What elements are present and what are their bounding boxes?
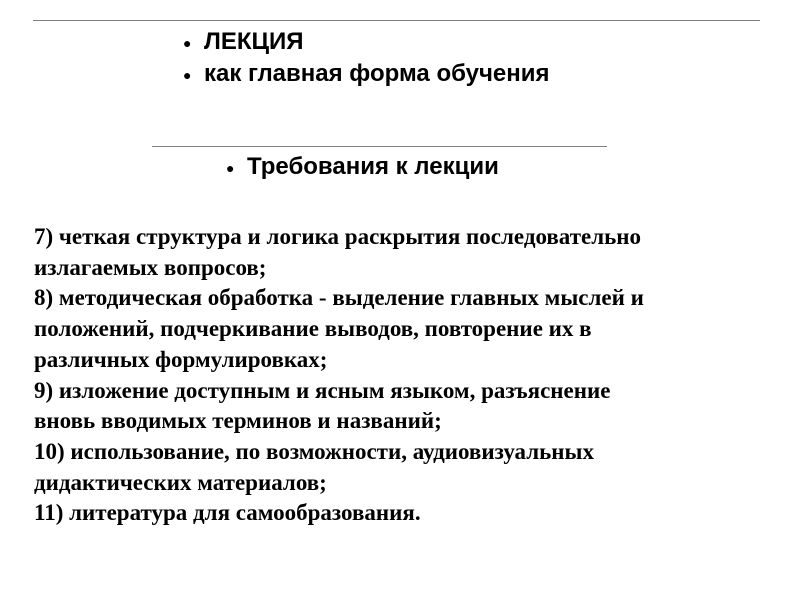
requirement-line: 11) литература для самообразования. xyxy=(34,500,421,526)
subtitle-text: как главная форма обучения xyxy=(204,60,550,87)
requirement-line: излагаемых вопросов; xyxy=(34,254,267,280)
title-text: ЛЕКЦИЯ xyxy=(204,28,304,55)
middle-divider xyxy=(152,146,607,147)
section-heading-text: Требования к лекции xyxy=(247,153,499,180)
requirement-line: 7) четкая структура и логика раскрытия последовательно xyxy=(34,224,642,249)
bullet-icon: ● xyxy=(183,35,192,51)
bullet-icon: ● xyxy=(226,160,235,176)
requirement-line: 10) использование, по возможности, аудиовизуальных xyxy=(34,438,595,464)
requirement-line: дидактических материалов; xyxy=(34,469,327,495)
title-list xyxy=(181,26,550,90)
requirements-text xyxy=(34,222,764,529)
requirement-line: положений, подчеркивание выводов, повторение их в xyxy=(34,316,592,342)
requirement-line: различных формулировках; xyxy=(34,346,328,372)
requirement-line: вновь вводимых терминов и названий; xyxy=(34,408,442,434)
top-divider xyxy=(33,20,760,21)
title-item-lecture xyxy=(181,26,550,58)
section-heading xyxy=(224,151,499,183)
requirement-line: 9) изложение доступным и ясным языком, разъяснение xyxy=(34,377,611,403)
bullet-icon: ● xyxy=(183,67,192,83)
title-item-main-form xyxy=(181,58,550,90)
requirement-line: 8) методическая обработка - выделение главных мыслей и xyxy=(34,285,644,311)
